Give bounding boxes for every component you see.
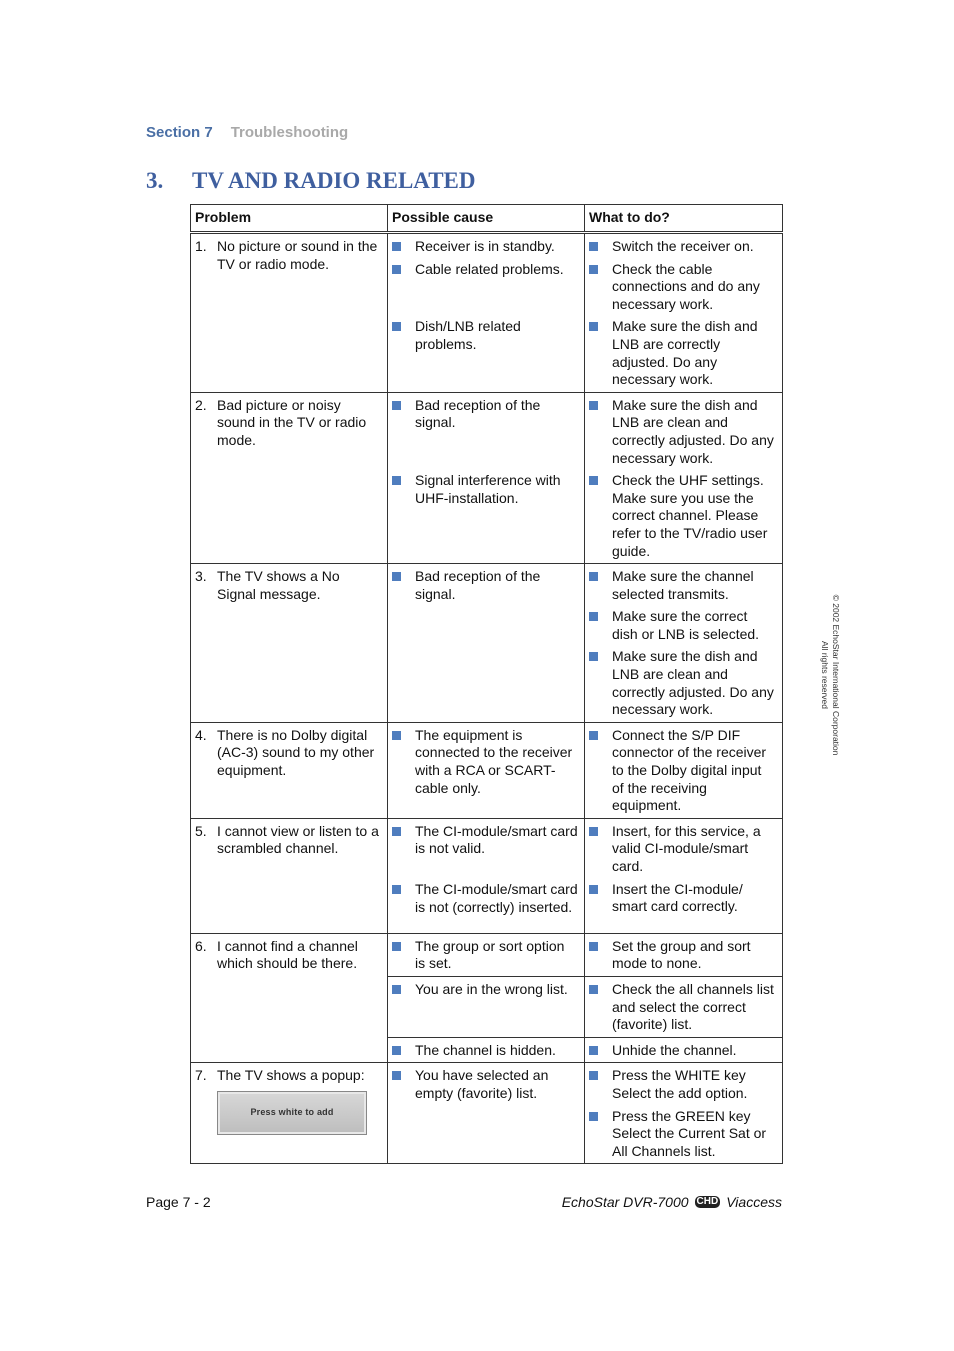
table-row [191,392,783,563]
list-item [589,881,776,916]
problem-number: 5. [195,822,207,839]
action-text: Unhide the channel. [612,1041,737,1058]
problem-text: The TV shows a No Signal message. [217,568,340,602]
table-row [191,933,783,976]
list-item [392,472,578,507]
bullet-icon [392,985,401,994]
action-text: Insert the CI-module/ smart card correctly. [612,880,743,915]
action-text: Insert, for this service, a valid CI-module/smart card. [612,822,761,874]
copyright-line: © 2002 EchoStar International Corporation [831,594,841,756]
bullet-icon [392,942,401,951]
column-header: Problem [191,205,388,233]
problem-text: The TV shows a popup: [217,1067,365,1084]
problem-number: 3. [195,568,207,585]
bullet-icon [589,885,598,894]
problem-cell [191,392,388,563]
action-text: Make sure the correct dish or LNB is selected. [612,608,760,642]
cause-text: Bad reception of the signal. [415,396,541,431]
problem-number: 7. [195,1067,207,1084]
problem-text: I cannot view or listen to a scrambled channel. [217,822,379,857]
cause-cell [388,1063,585,1164]
popup-screenshot [217,1091,367,1135]
action-text: Make sure the dish and LNB are clean and correctly adjusted. Do any necessary work. [612,648,774,718]
bullet-icon [392,322,401,331]
heading-number: 3. [146,168,164,193]
cause-cell [388,564,585,723]
bullet-icon [589,942,598,951]
chd-logo-icon [695,1196,721,1208]
action-cell [585,722,783,818]
list-item [392,397,578,432]
action-text: Check the all channels list and select the correct (favorite) list. [612,981,774,1033]
action-text: Make sure the dish and LNB are correctly adjusted. Do any necessary work. [612,318,758,388]
list-item [589,823,776,876]
bullet-icon [392,885,401,894]
bullet-icon [589,265,598,274]
list-item [589,1042,776,1060]
bullet-icon [589,401,598,410]
action-cell [585,233,783,393]
column-header: Possible cause [388,205,585,233]
cause-cell [388,933,585,976]
cause-cell [388,818,585,933]
action-text: Make sure the dish and LNB are clean and correctly adjusted. Do any necessary work. [612,396,774,466]
footer-product [562,1194,782,1210]
list-item [589,981,776,1034]
list-item [589,648,776,718]
action-text: Connect the S/P DIF connector of the receiver to the Dolby digital input of the receiving equipment. [612,726,767,814]
problem-number: 1. [195,238,207,254]
bullet-icon [589,476,598,485]
product-name: EchoStar DVR-7000 [561,1194,689,1210]
list-item [392,938,578,973]
cause-cell [388,392,585,563]
bullet-icon [589,1046,598,1055]
list-item [392,981,578,999]
brand-name: Viaccess [726,1194,782,1210]
heading-title: TV AND RADIO RELATED [192,168,476,193]
action-cell [585,818,783,933]
bullet-icon [392,572,401,581]
list-item [392,238,578,256]
bullet-icon [589,572,598,581]
list-item [589,238,776,256]
problem-text: I cannot find a channel which should be there. [217,937,358,972]
cause-text: You have selected an empty (favorite) list. [415,1067,549,1101]
action-cell [585,933,783,976]
list-item [392,568,578,603]
bullet-icon [589,985,598,994]
action-text: Press the WHITE key Select the add option. [612,1067,748,1101]
cause-cell [388,977,585,1038]
action-text: Check the UHF settings. Make sure you use the correct channel. Please refer to the TV/radio user guide. [612,472,768,559]
problem-cell [191,933,388,1063]
section-label: Section 7 [146,124,213,141]
list-item [589,1067,776,1102]
action-cell [585,392,783,563]
section-header [146,124,348,141]
cause-text: Cable related problems. [415,260,564,277]
cause-text: The CI-module/smart card is not valid. [415,822,578,857]
action-text: Make sure the channel selected transmits. [612,568,754,602]
cause-cell [388,1037,585,1063]
bullet-icon [589,827,598,836]
bullet-icon [392,265,401,274]
cause-text: Signal interference with UHF-installation. [415,471,561,506]
list-item [589,261,776,314]
logo-text: CHD [696,1196,719,1207]
problem-cell [191,818,388,933]
popup-text: Press white to add [250,1107,334,1118]
action-text: Set the group and sort mode to none. [612,937,751,972]
action-text: Press the GREEN key Select the Current Sat or All Channels list. [612,1107,767,1159]
list-item [589,397,776,467]
list-item [392,823,578,858]
cause-text: Bad reception of the signal. [415,568,541,602]
list-item [589,568,776,603]
bullet-icon [392,476,401,485]
problem-number: 6. [195,937,207,954]
problem-text: Bad picture or noisy sound in the TV or radio mode. [217,396,367,448]
list-item [589,727,776,815]
list-item [392,1042,578,1060]
problem-cell [191,564,388,723]
cause-text: The CI-module/smart card is not (correctly) inserted. [415,881,578,915]
bullet-icon [589,322,598,331]
table-row [191,818,783,933]
bullet-icon [392,827,401,836]
action-cell [585,977,783,1038]
bullet-icon [392,401,401,410]
cause-text: Receiver is in standby. [415,238,555,254]
bullet-icon [589,242,598,251]
copyright-line: All rights reserved [820,640,830,710]
list-item [589,938,776,973]
action-cell [585,1063,783,1164]
chapter-heading [146,168,476,194]
bullet-icon [589,612,598,621]
bullet-icon [589,652,598,661]
page-number: Page 7 - 2 [146,1194,211,1210]
action-cell [585,564,783,723]
cause-cell [388,233,585,393]
section-title: Troubleshooting [230,124,349,141]
bullet-icon [589,1071,598,1080]
bullet-icon [589,1112,598,1121]
table-row [191,233,783,393]
bullet-icon [392,242,401,251]
list-item [392,1067,578,1102]
action-text: Switch the receiver on. [612,238,754,254]
list-item [392,261,578,279]
cause-text: The group or sort option is set. [415,937,565,972]
cause-text: You are in the wrong list. [415,981,568,997]
copyright-notice [819,595,841,756]
bullet-icon [589,731,598,740]
cause-text: The channel is hidden. [415,1041,556,1058]
list-item [392,318,578,353]
problem-cell [191,233,388,393]
column-header: What to do? [585,205,783,233]
cause-text: The equipment is connected to the receiver with a RCA or SCART-cable only. [415,726,573,796]
action-cell [585,1037,783,1063]
bullet-icon [392,731,401,740]
list-item [589,1108,776,1161]
table-row [191,722,783,818]
cause-text: Dish/LNB related problems. [415,318,521,352]
bullet-icon [392,1046,401,1055]
list-item [589,472,776,560]
problem-cell [191,1063,388,1164]
bullet-icon [392,1071,401,1080]
problem-number: 2. [195,396,207,413]
problem-text: There is no Dolby digital (AC-3) sound to my other equipment. [217,726,375,779]
action-text: Check the cable connections and do any necessary work. [612,260,760,312]
problem-text: No picture or sound in the TV or radio mode. [217,238,378,272]
table-row [191,564,783,723]
table-header-row [191,205,783,233]
problem-cell [191,722,388,818]
cause-cell [388,722,585,818]
problem-number: 4. [195,726,207,743]
list-item [589,608,776,643]
list-item [589,318,776,388]
list-item [392,881,578,916]
troubleshooting-table [190,204,783,1164]
list-item [392,727,578,797]
table-row [191,1063,783,1164]
